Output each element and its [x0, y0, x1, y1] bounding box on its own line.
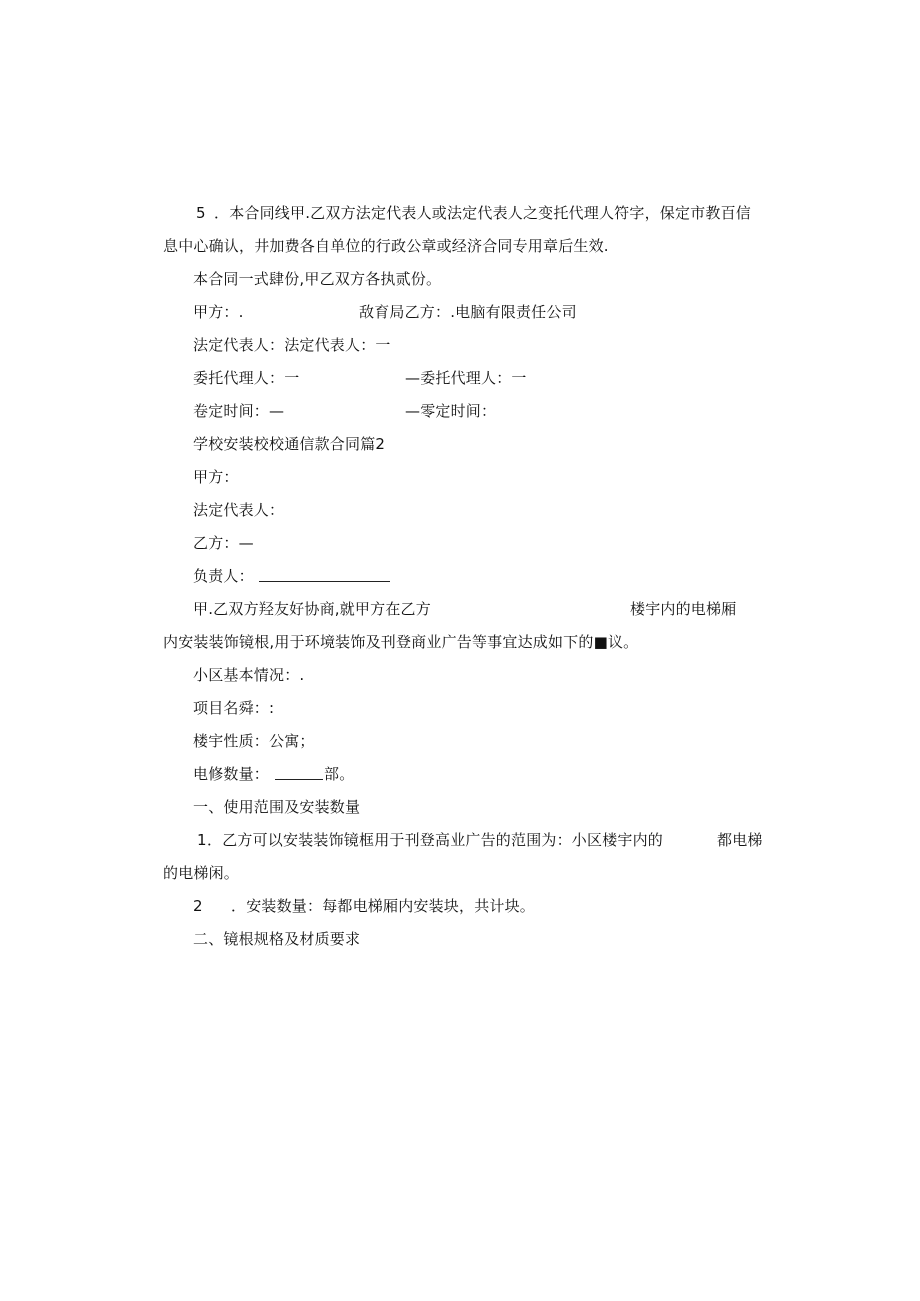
item-1-line-1-end: 都电梯 [717, 831, 763, 849]
sign-date-party-b: —零定时间： [405, 402, 497, 420]
intro-line-2: 内安装装饰镜根,用于环境装饰及刊登商业广告等事宜达成如下的■议。 [163, 633, 639, 651]
elevator-count-label: 电修数量： [193, 765, 270, 783]
intro-line-1-end: 楼宇内的电梯厢 [630, 600, 737, 618]
elevator-count-blank [275, 765, 323, 780]
legal-representatives: 法定代表人：法定代表人：一 [193, 336, 391, 354]
signature-party-b: 敌育局乙方：.电脑有限责任公司 [359, 303, 577, 321]
item-2-text: ．安装数量：每都电梯厢内安装块，共计块。 [231, 897, 536, 915]
item-1-line-2: 的电梯闲。 [163, 864, 240, 882]
responsible-person-label: 负责人： [193, 567, 254, 585]
responsible-person-blank [259, 567, 390, 582]
item-1-line-1-start: ．乙方可以安装装饰镜框用于刊登高业广告的范围为：小区楼宇内的 [207, 831, 664, 849]
basic-info-label: 小区基本情况：. [193, 666, 305, 684]
item-1-number: 1 [197, 831, 207, 849]
clause-5-number: 5 [196, 204, 206, 222]
legal-rep-label: 法定代表人： [193, 501, 285, 519]
sign-date-party-a: 卷定时间：— [193, 402, 285, 420]
agent-party-a: 委托代理人：一 [193, 369, 300, 387]
clause-5-line-1: ．本合同线甲.乙双方法定代表人或法定代表人之变托代理人符字，保定市教百信 [214, 204, 751, 222]
item-2-number: 2 [193, 897, 203, 915]
heading-scope-and-quantity: 一、使用范围及安装数量 [193, 798, 361, 816]
agent-party-b: —委托代理人：一 [405, 369, 527, 387]
elevator-count-unit: 部。 [324, 765, 355, 783]
party-a-label: 甲方： [193, 468, 239, 486]
building-nature-label: 楼宇性质：公寓； [193, 732, 315, 750]
copies-statement: 本合同一式肆份,甲乙双方各执贰份。 [193, 270, 442, 288]
section-title: 学校安装校校通信款合同篇2 [193, 435, 386, 453]
heading-mirror-specs: 二、镜根规格及材质要求 [193, 930, 361, 948]
intro-line-1-start: 甲.乙双方羟友好协商,就甲方在乙方 [193, 600, 431, 618]
party-b-label: 乙方：— [193, 534, 254, 552]
project-name-label: 项目名舜：: [193, 699, 275, 717]
signature-party-a: 甲方：. [193, 303, 244, 321]
clause-5-line-2: 息中心确认，井加费各自单位的行政公章或经济合同专用章后生效. [163, 237, 609, 255]
